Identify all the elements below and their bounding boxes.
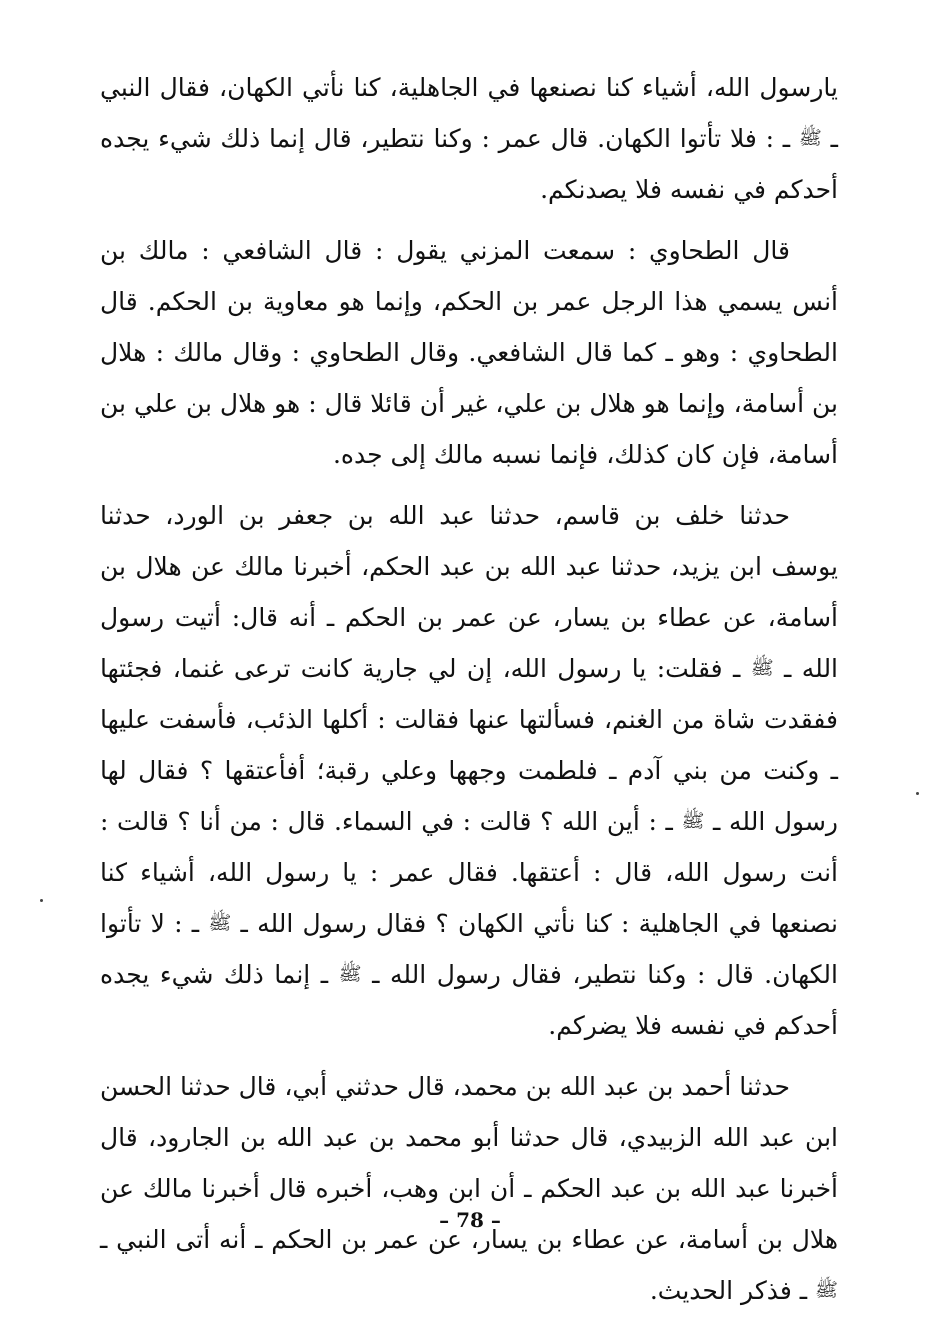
paragraph <box>100 490 838 1051</box>
scan-speck <box>916 792 919 795</box>
paragraph-text: ـ : لا تأتوا الكهان. قال : وكنا نتطير، فقال رسول الله ـ <box>100 909 838 989</box>
salawat-symbol: ﷺ <box>798 127 822 149</box>
salawat-symbol: ﷺ <box>750 657 774 679</box>
paragraph-text: حدثنا أحمد بن عبد الله بن محمد، قال حدثني أبي، قال حدثنا الحسن ابن عبد الله الزبيدي، قال حدثنا أبو محمد بن عبد الله بن الجارود، قال أخبرنا عبد الله بن عبد الحكم ـ أن ابن وهب، أخبره قال أخبرنا مالك عن هلال بن أسامة، عن عطاء بن يسار، عن عمر بن الحكم ـ أنه أتى النبي ـ <box>100 1072 838 1254</box>
scan-speck <box>40 899 43 902</box>
page-number: – 78 – <box>439 1208 501 1232</box>
salawat-symbol: ﷺ <box>338 963 362 985</box>
paragraph-text: حدثنا خلف بن قاسم، حدثنا عبد الله بن جعفر بن الورد، حدثنا يوسف ابن يزيد، حدثنا عبد الله بن عبد الحكم، أخبرنا مالك عن هلال بن أسامة، عن عطاء بن يسار، عن عمر بن الحكم ـ أنه قال: أتيت رسول الله ـ <box>100 501 839 683</box>
paragraph-text: ـ فقلت: يا رسول الله، إن لي جارية كانت ترعى غنما، فجئتها ففقدت شاة من الغنم، فسألتها عنها فقالت : أكلها الذئب، فأسفت عليها ـ وكنت من بني آدم ـ فلطمت وجهها وعلي رقبة؛ أفأعتقها ؟ فقال لها رسول الله ـ <box>100 654 838 836</box>
salawat-symbol: ﷺ <box>681 810 705 832</box>
salawat-symbol: ﷺ <box>815 1279 838 1301</box>
paragraph-text: ـ : أين الله ؟ قالت : في السماء. قال : من أنا ؟ قالت : أنت رسول الله، قال : أعتقها. فقال عمر : يا رسول الله، أشياء كنا نصنعها في الجاهلية : كنا نأتي الكهان ؟ فقال رسول الله ـ <box>100 807 838 938</box>
paragraph <box>100 1061 838 1316</box>
paragraph <box>100 62 838 215</box>
paragraph <box>100 225 838 480</box>
paragraph-text: ـ إنما ذلك شيء يجده أحدكم في نفسه فلا يضركم. <box>100 960 838 1040</box>
salawat-symbol: ﷺ <box>208 912 232 934</box>
paragraph-text: يارسول الله، أشياء كنا نصنعها في الجاهلية، كنا نأتي الكهان، فقال النبي ـ <box>100 73 838 153</box>
paragraph-text: ـ فذكر الحديث. <box>649 1276 816 1305</box>
paragraph-text: ـ : فلا تأتوا الكهان. قال عمر : وكنا نتطير، قال إنما ذلك شيء يجده أحدكم في نفسه فلا يصدنكم. <box>100 124 838 204</box>
paragraph-text: قال الطحاوي : سمعت المزني يقول : قال الشافعي : مالك بن أنس يسمي هذا الرجل عمر بن الحكم، وإنما هو معاوية بن الحكم. قال الطحاوي : وهو ـ كما قال الشافعي. وقال الطحاوي : وقال مالك : هلال بن أسامة، وإنما هو هلال بن علي، غير أن قائلا قال : هو هلال بن علي بن أسامة، فإن كان كذلك، فإنما نسبه مالك إلى جده. <box>100 236 838 469</box>
page-body <box>100 62 839 1305</box>
